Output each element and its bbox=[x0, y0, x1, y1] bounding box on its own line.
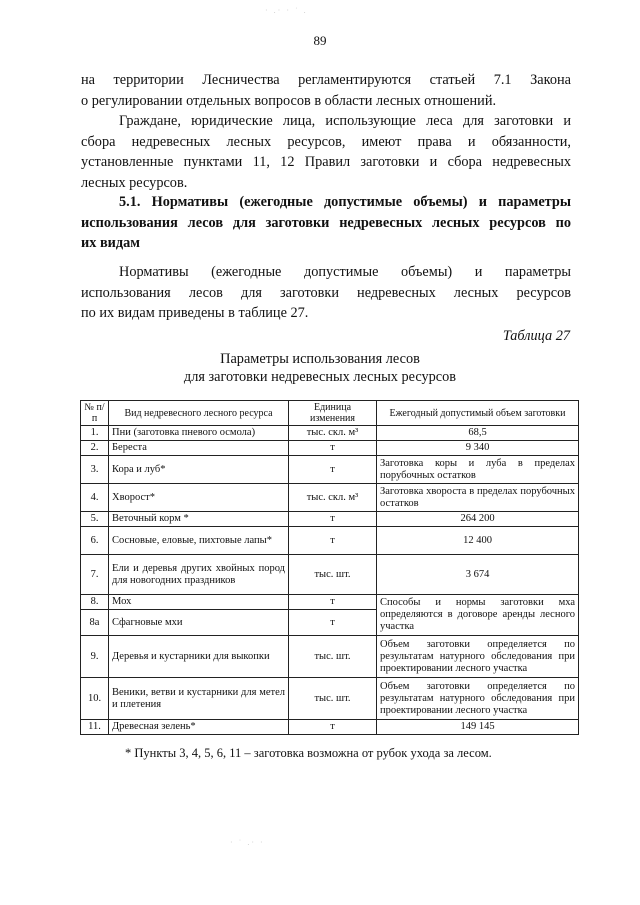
cell-volume: Объем заготовки определяется по результатам натурного обследования при проектировании лесного участка bbox=[377, 678, 579, 720]
section-heading bbox=[81, 192, 571, 254]
table-label: Таблица 27 bbox=[502, 328, 570, 344]
text-line: по их видам приведены в таблице 27. bbox=[81, 305, 309, 321]
text-line: использования лесов для заготовки недревесных лесных ресурсов bbox=[81, 284, 571, 301]
cell-unit: тыс. скл. м³ bbox=[289, 426, 377, 441]
cell-unit: т bbox=[289, 512, 377, 527]
cell-num: 8а bbox=[81, 610, 109, 636]
cell-volume: 68,5 bbox=[377, 426, 579, 441]
text-line: на территории Лесничества регламентируются статьей 7.1 Закона bbox=[81, 72, 571, 88]
table-row bbox=[81, 512, 579, 527]
cell-unit: т bbox=[289, 610, 377, 636]
cell-unit: т bbox=[289, 456, 377, 484]
cell-resource: Сосновые, еловые, пихтовые лапы* bbox=[109, 527, 289, 555]
cell-resource: Мох bbox=[109, 595, 289, 610]
cell-volume: Объем заготовки определяется по результатам натурного обследования при проектировании лесного участка bbox=[377, 636, 579, 678]
text-line: установленные пунктами 11, 12 Правил заготовки и сбора недревесных bbox=[81, 154, 571, 170]
cell-num: 9. bbox=[81, 636, 109, 678]
table-title-line: Параметры использования лесов bbox=[220, 351, 420, 367]
cell-volume: 264 200 bbox=[377, 512, 579, 527]
table-row bbox=[81, 441, 579, 456]
cell-resource: Древесная зелень* bbox=[109, 720, 289, 735]
header-unit: Единица изменения bbox=[289, 401, 377, 426]
table-row bbox=[81, 555, 579, 595]
scan-noise: · .· · ˙ . bbox=[265, 6, 308, 15]
heading-line: использования лесов для заготовки недревесных лесных ресурсов по bbox=[81, 214, 571, 231]
cell-unit: тыс. шт. bbox=[289, 678, 377, 720]
cell-num: 6. bbox=[81, 527, 109, 555]
cell-volume: 9 340 bbox=[377, 441, 579, 456]
cell-volume: 12 400 bbox=[377, 527, 579, 555]
cell-unit: т bbox=[289, 720, 377, 735]
table-header-row bbox=[81, 401, 579, 426]
table-row bbox=[81, 678, 579, 720]
table-row bbox=[81, 636, 579, 678]
scan-noise: · ˙ .· · bbox=[230, 838, 265, 847]
cell-num: 7. bbox=[81, 555, 109, 595]
cell-num: 1. bbox=[81, 426, 109, 441]
heading-line: их видам bbox=[81, 235, 141, 251]
text-line: Граждане, юридические лица, использующие леса для заготовки и bbox=[119, 113, 571, 129]
cell-unit: т bbox=[289, 441, 377, 456]
cell-resource: Веники, ветви и кустарники для метел и плетения bbox=[109, 678, 289, 720]
cell-resource: Пни (заготовка пневого осмола) bbox=[109, 426, 289, 441]
text-line: Нормативы (ежегодные допустимые объемы) и параметры bbox=[119, 264, 571, 280]
table-row bbox=[81, 720, 579, 735]
cell-unit: тыс. шт. bbox=[289, 555, 377, 595]
cell-volume: Заготовка коры и луба в пределах порубочных остатков bbox=[377, 456, 579, 484]
header-volume: Ежегодный допустимый объем заготовки bbox=[377, 401, 579, 426]
table-footnote: * Пункты 3, 4, 5, 6, 11 – заготовка возможна от рубок ухода за лесом. bbox=[125, 746, 492, 760]
cell-num: 10. bbox=[81, 678, 109, 720]
cell-resource: Кора и луб* bbox=[109, 456, 289, 484]
cell-volume: 149 145 bbox=[377, 720, 579, 735]
intro-paragraph bbox=[81, 70, 571, 111]
cell-unit: т bbox=[289, 595, 377, 610]
cell-resource: Береста bbox=[109, 441, 289, 456]
norms-paragraph bbox=[81, 262, 571, 324]
text-line: лесных ресурсов. bbox=[81, 174, 188, 191]
table-row bbox=[81, 527, 579, 555]
heading-line: 5.1. Нормативы (ежегодные допустимые объемы) и параметры bbox=[119, 194, 571, 210]
cell-unit: т bbox=[289, 527, 377, 555]
citizens-paragraph bbox=[81, 111, 571, 193]
cell-resource: Деревья и кустарники для выкопки bbox=[109, 636, 289, 678]
cell-num: 11. bbox=[81, 720, 109, 735]
cell-num: 3. bbox=[81, 456, 109, 484]
header-resource: Вид недревесного лесного ресурса bbox=[109, 401, 289, 426]
cell-volume: Заготовка хвороста в пределах порубочных остатков bbox=[377, 484, 579, 512]
cell-num: 2. bbox=[81, 441, 109, 456]
text-line: сбора недревесных лесных ресурсов, имеют права и обязанности, bbox=[81, 133, 571, 150]
table-title bbox=[0, 350, 640, 386]
cell-unit: тыс. шт. bbox=[289, 636, 377, 678]
cell-num: 8. bbox=[81, 595, 109, 610]
table-row bbox=[81, 456, 579, 484]
header-num: № п/п bbox=[81, 401, 109, 426]
cell-volume: 3 674 bbox=[377, 555, 579, 595]
table-row bbox=[81, 595, 579, 610]
table-row bbox=[81, 484, 579, 512]
cell-num: 5. bbox=[81, 512, 109, 527]
cell-resource: Веточный корм * bbox=[109, 512, 289, 527]
cell-unit: тыс. скл. м³ bbox=[289, 484, 377, 512]
text-line: о регулировании отдельных вопросов в области лесных отношений. bbox=[81, 92, 497, 109]
cell-num: 4. bbox=[81, 484, 109, 512]
resources-table bbox=[80, 400, 579, 735]
cell-resource: Ели и деревья других хвойных пород для новогодних праздников bbox=[109, 555, 289, 595]
table-row bbox=[81, 426, 579, 441]
cell-volume: Способы и нормы заготовки мха определяются в договоре аренды лесного участка bbox=[377, 595, 579, 636]
cell-resource: Хворост* bbox=[109, 484, 289, 512]
page-number: 89 bbox=[313, 33, 327, 48]
table-title-line: для заготовки недревесных лесных ресурсов bbox=[183, 369, 457, 385]
cell-resource: Сфагновые мхи bbox=[109, 610, 289, 636]
